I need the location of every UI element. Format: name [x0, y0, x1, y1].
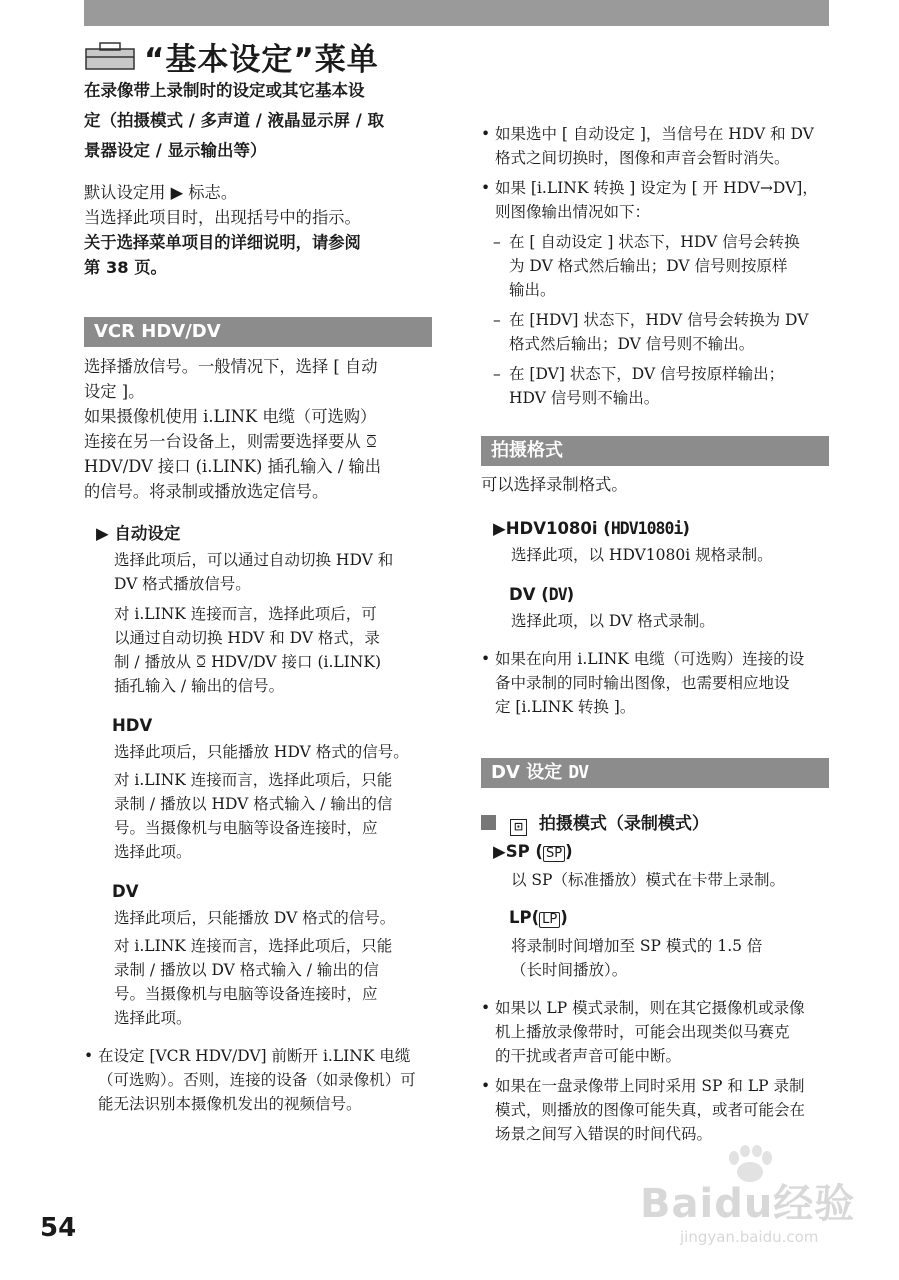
rec-mode-heading [481, 810, 829, 838]
rec-format-title: 拍摄格式 [481, 436, 829, 466]
option-auto-line: 对 i.LINK 连接而言，选择此项后，可 [114, 605, 377, 623]
gray-square-icon [481, 815, 496, 830]
dv-settings-section [481, 758, 829, 1146]
note-line: 的干扰或者声音可能中断。 [495, 1047, 682, 1065]
page-number: 54 [40, 1213, 77, 1243]
toolbox-icon [84, 41, 136, 71]
option-sp-label: ▶SP ( SP ) [493, 842, 573, 861]
mixed-mode-note [481, 1074, 829, 1146]
rec-format-desc: 可以选择录制格式。 [481, 475, 628, 494]
note-ilink-conversion [481, 176, 829, 224]
vcr-note-line: 能无法识别本摄像机发出的视频信号。 [98, 1095, 362, 1113]
dash-item-dv [481, 362, 829, 410]
note-line: 机上播放录像带时，可能会出现类似马赛克 [495, 1023, 790, 1041]
dash-line: 格式然后输出；DV 信号则不输出。 [509, 335, 755, 353]
vcr-desc-line: 连接在另一台设备上，则需要选择要从 ꗞ [84, 432, 377, 451]
option-hdv1080i-label: ▶HDV1080i (HDV1080i) [493, 519, 690, 538]
intro-block [84, 76, 432, 166]
option-hdv-line: 对 i.LINK 连接而言，选择此项后，只能 [114, 771, 393, 789]
option-hdv1080i [481, 515, 829, 567]
option-hdv [84, 712, 432, 864]
option-lp-label: LP( LP ) [509, 908, 568, 927]
baidu-watermark [640, 1150, 860, 1260]
option-dv-format-desc: 选择此项，以 DV 格式录制。 [511, 612, 715, 630]
option-dv-label: DV [112, 882, 139, 901]
note-line: 则图像输出情况如下： [495, 203, 651, 221]
note-line: • 如果 [i.LINK 转换 ] 设定为 [ 开 HDV→DV]， [495, 179, 818, 197]
note-line: • 如果在一盘录像带上同时采用 SP 和 LP 录制 [495, 1077, 805, 1095]
option-sp-desc: 以 SP（标准播放）模式在卡带上录制。 [511, 871, 785, 889]
page-title: “基本设定”菜单 [144, 41, 379, 78]
option-auto-line: 选择此项后，可以通过自动切换 HDV 和 [114, 551, 394, 569]
vcr-desc-line: 选择播放信号。一般情况下，选择 [ 自动 [84, 357, 378, 376]
dv-settings-title [481, 758, 829, 788]
option-hdv-line: 选择此项后，只能播放 HDV 格式的信号。 [114, 743, 409, 761]
option-dv-line: 号。当摄像机与电脑等设备连接时，应 [114, 985, 378, 1003]
dash-item-auto [481, 230, 829, 302]
vcr-note-line: • 在设定 [VCR HDV/DV] 前断开 i.LINK 电缆 [98, 1047, 411, 1065]
intro-line-2: 定（拍摄模式 / 多声道 / 液晶显示屏 / 取 [84, 111, 385, 130]
option-dv [84, 878, 432, 1030]
option-sp-text: ▶SP [493, 842, 530, 861]
dv-indicator: DV [548, 585, 567, 604]
dash-line: HDV 信号则不输出。 [509, 389, 660, 407]
option-lp [481, 904, 829, 982]
dash-line: – 在 [ 自动设定 ] 状态下，HDV 信号会转换 [509, 233, 800, 251]
vcr-desc-line: 如果摄像机使用 i.LINK 电缆（可选购） [84, 407, 377, 426]
reference-line-1: 关于选择菜单项目的详细说明，请参阅 [84, 233, 361, 252]
option-auto-label: ▶ 自动设定 [96, 524, 181, 543]
note-line: 场景之间写入错误的时间代码。 [495, 1125, 713, 1143]
dash-line: 为 DV 格式然后输出；DV 信号则按原样 [509, 257, 788, 275]
option-hdv-line: 选择此项。 [114, 843, 192, 861]
note-line: • 如果以 LP 模式录制，则在其它摄像机或录像 [495, 999, 805, 1017]
hdv1080i-indicator: HDV1080i [610, 519, 683, 538]
option-auto-line: 插孔输入 / 输出的信号。 [114, 677, 285, 695]
vcr-section [84, 317, 432, 1116]
watermark-url: jingyan.baidu.com [680, 1228, 819, 1246]
note-line: • 如果在向用 i.LINK 电缆（可选购）连接的设 [495, 650, 805, 668]
option-dv-format-label: DV (DV) [509, 585, 575, 604]
vcr-desc-line: 的信号。将录制或播放选定信号。 [84, 482, 329, 501]
dash-item-hdv [481, 308, 829, 356]
mode-symbol-icon: ⊡ [510, 819, 527, 836]
page-title-row [84, 34, 379, 78]
vcr-description [84, 354, 432, 504]
option-dv-format [481, 581, 829, 633]
option-dv-line: 选择此项后，只能播放 DV 格式的信号。 [114, 909, 396, 927]
rec-format-section [481, 436, 829, 719]
option-sp [481, 838, 829, 892]
dash-line: 输出。 [509, 281, 556, 299]
sp-indicator: SP [543, 846, 565, 862]
reference-line-2: 第 38 页。 [84, 258, 167, 277]
watermark-text: Baidu经验 [640, 1181, 856, 1227]
option-hdv1080i-desc: 选择此项，以 HDV1080i 规格录制。 [511, 546, 773, 564]
vcr-section-title: VCR HDV/DV [84, 317, 432, 347]
default-line: 默认设定用 ▶ 标志。 [84, 183, 238, 202]
option-hdv-line: 录制 / 播放以 HDV 格式输入 / 输出的信 [114, 795, 393, 813]
option-lp-desc [509, 934, 829, 982]
top-gray-bar [84, 0, 829, 26]
lp-desc-line: （长时间播放）。 [511, 961, 628, 979]
option-auto [84, 520, 432, 698]
bracket-line: 当选择此项目时，出现括号中的指示。 [84, 208, 361, 227]
right-notes [481, 122, 829, 410]
option-hdv1080i-text: ▶HDV1080i [493, 519, 598, 538]
vcr-desc-line: 设定 ]。 [84, 382, 145, 401]
vcr-note-line: （可选购）。否则，连接的设备（如录像机）可 [98, 1071, 416, 1089]
option-dv-line: 选择此项。 [114, 1009, 192, 1027]
option-hdv-line: 号。当摄像机与电脑等设备连接时，应 [114, 819, 378, 837]
option-auto-line: 制 / 播放从 ꗞ HDV/DV 接口 (i.LINK) [114, 653, 381, 671]
note-line: 定 [i.LINK 转换 ]。 [495, 698, 636, 716]
note-line: 模式，则播放的图像可能失真，或者可能会在 [495, 1101, 806, 1119]
dash-line: – 在 [DV] 状态下，DV 信号按原样输出； [509, 365, 785, 383]
lp-playback-note [481, 996, 829, 1068]
rec-format-note [481, 647, 829, 719]
option-dv-line: 录制 / 播放以 DV 格式输入 / 输出的信 [114, 961, 379, 979]
note-line: 备中录制的同时输出图像，也需要相应地设 [495, 674, 790, 692]
vcr-desc-line: HDV/DV 接口 (i.LINK) 插孔输入 / 输出 [84, 457, 382, 476]
dv-settings-title-text: DV 设定 [491, 762, 563, 783]
option-auto-line: DV 格式播放信号。 [114, 575, 251, 593]
rec-mode-heading-text: 拍摄模式（录制模式） [538, 814, 709, 834]
lp-indicator: LP [539, 912, 560, 928]
option-dv-format-text: DV [509, 585, 536, 604]
note-line: 格式之间切换时，图像和声音会暂时消失。 [495, 149, 790, 167]
option-lp-text: LP [509, 908, 532, 927]
intro-line-3: 景器设定 / 显示输出等） [84, 141, 267, 160]
option-dv-line: 对 i.LINK 连接而言，选择此项后，只能 [114, 937, 393, 955]
default-info [84, 180, 432, 280]
dash-line: – 在 [HDV] 状态下，HDV 信号会转换为 DV [509, 311, 809, 329]
vcr-note [84, 1044, 432, 1116]
option-hdv-label: HDV [112, 716, 153, 735]
option-auto-line: 以通过自动切换 HDV 和 DV 格式，录 [114, 629, 380, 647]
lp-desc-line: 将录制时间增加至 SP 模式的 1.5 倍 [511, 937, 763, 955]
note-auto-switch [481, 122, 829, 170]
note-line: • 如果选中 [ 自动设定 ]，当信号在 HDV 和 DV [495, 125, 814, 143]
intro-line-1: 在录像带上录制时的设定或其它基本设 [84, 81, 365, 100]
dv-settings-indicator: DV [568, 762, 589, 783]
